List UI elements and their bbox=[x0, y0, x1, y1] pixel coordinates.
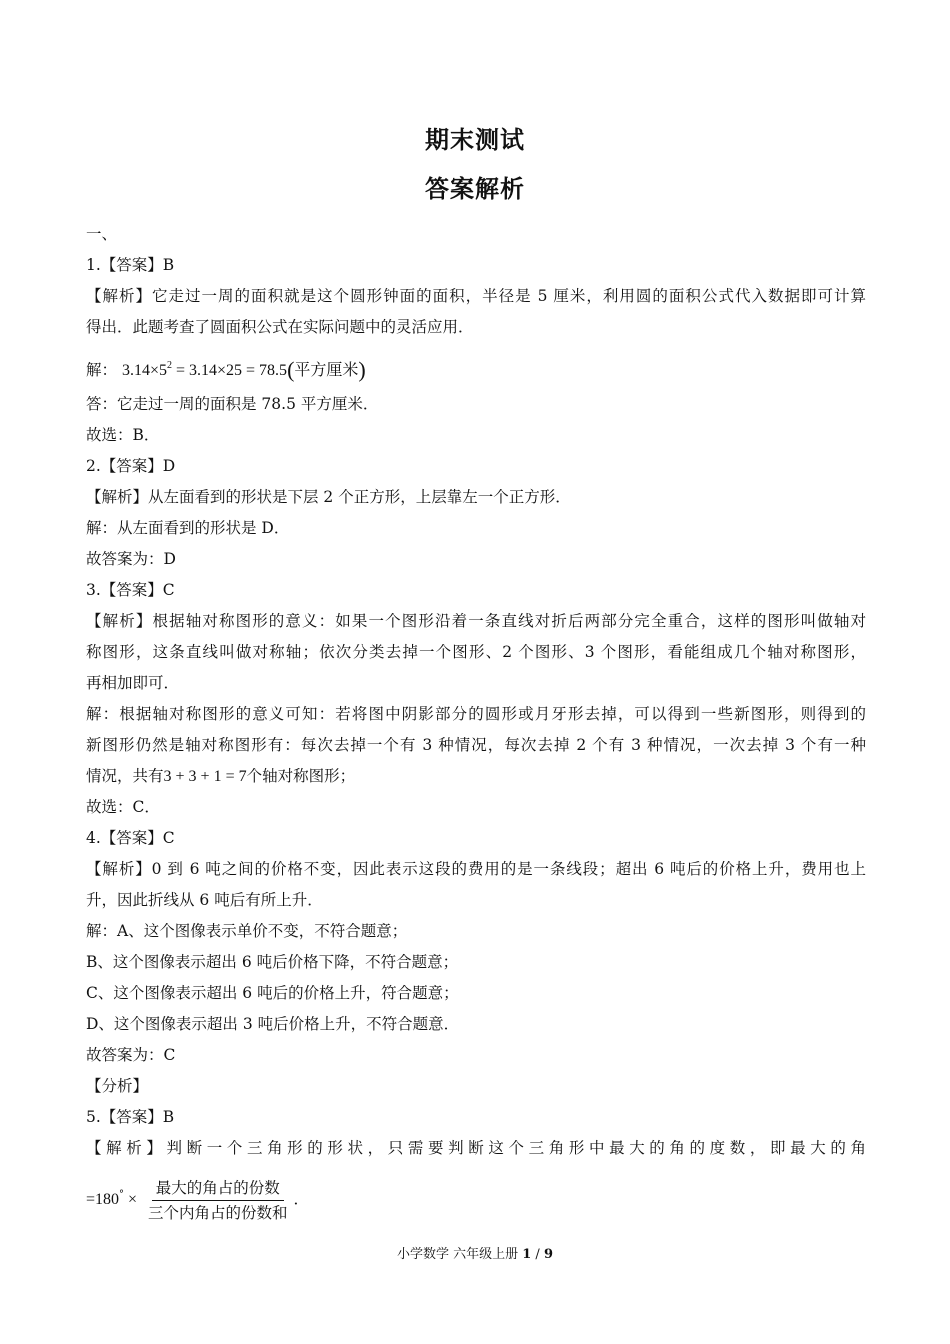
q1-solution-prefix: 解： bbox=[86, 361, 118, 379]
q5-answer: 5.【答案】B bbox=[86, 1108, 175, 1126]
footer-page-total: 9 bbox=[543, 1247, 553, 1262]
q3-analysis-line: 称图形，这条直线叫做对称轴；依次分类去掉一个图形、2 个图形、3 个图形，看能组成几个轴对称图形， bbox=[86, 643, 866, 661]
q5-analysis-line: 【解析】判断一个三角形的形状，只需要判断这个三角形中最大的角的度数，即最大的角 bbox=[86, 1139, 866, 1157]
q1-reply: 答：它走过一周的面积是 78.5 平方厘米． bbox=[86, 395, 379, 413]
q1-analysis-line: 得出．此题考查了圆面积公式在实际问题中的灵活应用． bbox=[86, 318, 474, 336]
q3-analysis-line: 再相加即可． bbox=[86, 674, 180, 692]
footer-subject: 小学数学 六年级上册 bbox=[396, 1247, 523, 1262]
q2-solution: 解：从左面看到的形状是 D． bbox=[86, 519, 290, 537]
page-title: 期末测试 bbox=[425, 126, 525, 154]
q4-choice: 故答案为：C bbox=[86, 1046, 176, 1064]
q4-solution-d: D、这个图像表示超出 3 吨后价格上升，不符合题意． bbox=[86, 1015, 460, 1033]
q4-answer: 4.【答案】C bbox=[86, 829, 175, 847]
q3-analysis-line: 【解析】根据轴对称图形的意义：如果一个图形沿着一条直线对折后两部分完全重合，这样的图形叫做轴对 bbox=[86, 612, 866, 630]
q3-solution-line: 解：根据轴对称图形的意义可知：若将图中阴影部分的圆形或月牙形去掉，可以得到一些新图形，则得到的 bbox=[86, 705, 866, 723]
q1-formula: $3.14\times 5^2 = 3.14\times 25 = 78.5$(平方厘米) bbox=[121, 357, 366, 382]
q5-fraction-denominator: 三个内角占的份数和 bbox=[148, 1203, 288, 1222]
q5-formula: =180° × $\frac{\text{最大的角占的份数}}{\text{三个内角占的份数和}}$ ． bbox=[86, 1164, 866, 1226]
q3-solution-line: 新图形仍然是轴对称图形有：每次去掉一个有 3 种情况，每次去掉 2 个有 3 种情况，一次去掉 3 个有一种 bbox=[86, 736, 866, 754]
q4-note: 【分析】 bbox=[86, 1077, 149, 1095]
q3-formula: 3 + 3 + 1 = 7 bbox=[163, 768, 247, 785]
q4-analysis-line: 【解析】0 到 6 吨之间的价格不变，因此表示这段的费用的是一条线段；超出 6 吨后的价格上升，费用也上 bbox=[86, 860, 866, 878]
q5-fraction bbox=[144, 1176, 292, 1225]
page-footer: 小学数学 六年级上册 1 / 9 bbox=[396, 1247, 553, 1262]
q1-answer: 1.【答案】B bbox=[86, 256, 175, 274]
q5-fraction-numerator: 最大的角占的份数 bbox=[152, 1176, 284, 1201]
q4-solution-b: B、这个图像表示超出 6 吨后价格下降，不符合题意； bbox=[86, 953, 459, 971]
q3-solution-line: 情况，共有3 + 3 + 1 = 7个轴对称图形； bbox=[86, 767, 356, 785]
q1-solution bbox=[86, 343, 866, 389]
footer-page-number: 1 bbox=[522, 1247, 532, 1262]
q1-analysis-line: 【解析】它走过一周的面积就是这个圆形钟面的面积，半径是 5 厘米，利用圆的面积公式代入数据即可计算 bbox=[86, 287, 866, 305]
q2-answer: 2.【答案】D bbox=[86, 457, 176, 475]
q4-analysis-line: 升，因此折线从 6 吨后有所上升． bbox=[86, 891, 323, 909]
page-subtitle: 答案解析 bbox=[425, 175, 525, 203]
section-heading: 一、 bbox=[86, 225, 118, 243]
q4-solution-c: C、这个图像表示超出 6 吨后的价格上升，符合题意； bbox=[86, 984, 459, 1002]
q1-choice: 故选：B． bbox=[86, 426, 160, 444]
q3-choice: 故选：C． bbox=[86, 798, 160, 816]
q2-analysis: 【解析】从左面看到的形状是下层 2 个正方形，上层靠左一个正方形． bbox=[86, 488, 571, 506]
document-body bbox=[86, 219, 866, 1226]
q2-choice: 故答案为：D bbox=[86, 550, 176, 568]
q3-answer: 3.【答案】C bbox=[86, 581, 175, 599]
q4-solution-a: 解：A、这个图像表示单价不变，不符合题意； bbox=[86, 922, 408, 940]
